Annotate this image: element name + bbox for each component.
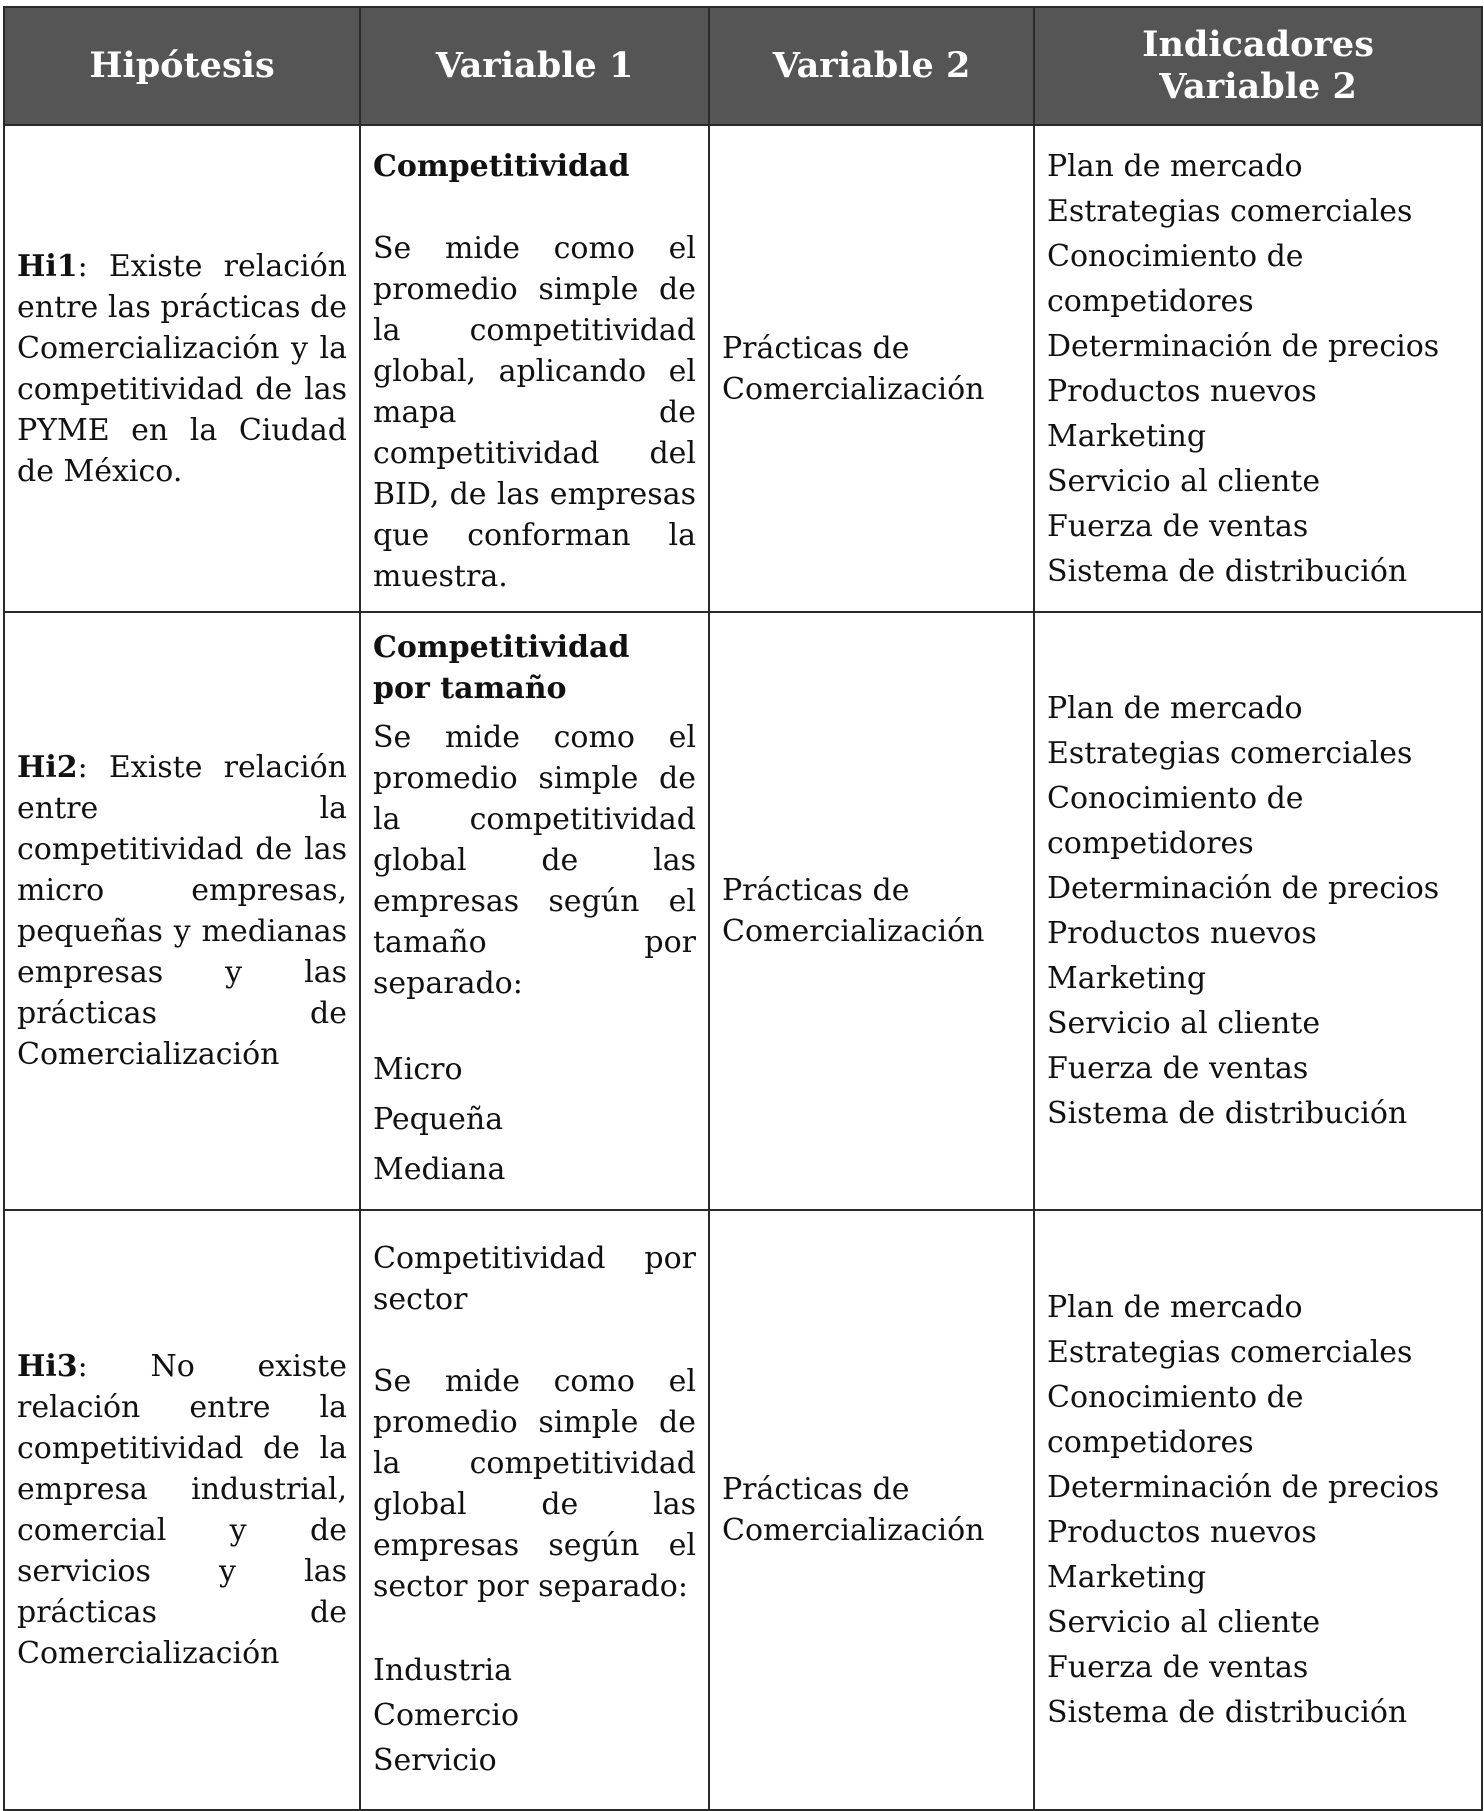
- hypothesis-cell: [4, 612, 360, 1210]
- spacer: [373, 1607, 696, 1648]
- variable1-cell: [360, 125, 709, 612]
- header-row: [4, 7, 1482, 125]
- hypothesis-cell: [4, 1210, 360, 1810]
- table-header: [4, 7, 1482, 125]
- variable1-description: Se mide como el promedio simple de la competitividad global de las empresas según el sector por separado:: [373, 1363, 696, 1604]
- indicator-item: Servicio al cliente: [1047, 463, 1321, 499]
- indicators-cell: [1034, 612, 1482, 1210]
- indicator-item: Determinación de precios: [1047, 871, 1440, 906]
- indicator-item: Sistema de distribución: [1047, 1096, 1408, 1131]
- spacer: [373, 1004, 696, 1045]
- indicator-item: Productos nuevos: [1047, 916, 1317, 951]
- indicator-item: Marketing: [1047, 961, 1207, 996]
- indicators-list: [1047, 686, 1469, 1136]
- variable1-cell: [360, 612, 709, 1210]
- indicator-item: Conocimiento de competidores: [1047, 238, 1304, 319]
- indicator-item: Determinación de precios: [1047, 1470, 1440, 1505]
- variable2-cell: [709, 125, 1034, 612]
- indicator-item: Estrategias comerciales: [1047, 193, 1413, 229]
- header-variable-1: Variable 1: [360, 7, 709, 125]
- variable2-cell: [709, 1210, 1034, 1810]
- indicator-item: Plan de mercado: [1047, 1290, 1303, 1325]
- variable1-items: [373, 1045, 696, 1195]
- variable1-title: Competitividad: [373, 149, 630, 184]
- hypothesis-cell: [4, 125, 360, 612]
- indicator-item: Determinación de precios: [1047, 328, 1440, 364]
- header-indicadores: [1034, 7, 1482, 125]
- table-row: [4, 1210, 1482, 1810]
- indicator-item: Productos nuevos: [1047, 1515, 1317, 1550]
- variable1-item: Mediana: [373, 1152, 506, 1187]
- variable1-description: Se mide como el promedio simple de la competitividad global de las empresas según el tamaño por separado:: [373, 720, 696, 1001]
- hypotheses-table: [3, 6, 1483, 1811]
- indicator-item: Estrategias comerciales: [1047, 1335, 1413, 1370]
- hypothesis-code: Hi3: [17, 1349, 78, 1384]
- indicators-list: [1047, 144, 1469, 594]
- indicator-item: Productos nuevos: [1047, 373, 1317, 409]
- indicator-item: Marketing: [1047, 418, 1207, 454]
- table-row: [4, 125, 1482, 612]
- indicator-item: Conocimiento de competidores: [1047, 1380, 1304, 1460]
- variable2-cell: [709, 612, 1034, 1210]
- spacer: [373, 1320, 696, 1361]
- hypothesis-code: Hi2: [17, 750, 78, 785]
- spacer: [373, 709, 696, 717]
- indicator-item: Fuerza de ventas: [1047, 1051, 1309, 1086]
- hypothesis-code: Hi1: [17, 248, 78, 284]
- header-indicadores-line2: Variable 2: [1159, 66, 1357, 107]
- hypothesis-text: : Existe relación entre la competitividad de las micro empresas, pequeñas y medianas empresas y las prácticas de Comercialización: [17, 750, 347, 1072]
- indicator-item: Estrategias comerciales: [1047, 736, 1413, 771]
- variable1-item: Servicio: [373, 1742, 497, 1778]
- indicator-item: Plan de mercado: [1047, 691, 1303, 726]
- spacer: [373, 187, 696, 228]
- variable2-text: Prácticas de Comercialización: [722, 1472, 985, 1548]
- indicator-item: Marketing: [1047, 1560, 1207, 1595]
- header-hipotesis: Hipótesis: [4, 7, 360, 125]
- indicator-item: Fuerza de ventas: [1047, 508, 1309, 544]
- variable1-item: Micro: [373, 1052, 463, 1087]
- header-indicadores-line1: Indicadores: [1142, 24, 1374, 65]
- variable1-cell: [360, 1210, 709, 1810]
- variable1-title: Competitividad por sector: [373, 1240, 696, 1317]
- indicators-cell: [1034, 125, 1482, 612]
- variable1-description: Se mide como el promedio simple de la competitividad global, aplicando el mapa de competitividad del BID, de las empresas que conforman la muestra.: [373, 231, 696, 594]
- hypothesis-text: : Existe relación entre las prácticas de Comercialización y la competitividad de las PYME en la Ciudad de México.: [17, 248, 347, 489]
- indicator-item: Servicio al cliente: [1047, 1006, 1321, 1041]
- variable1-item: Comercio: [373, 1697, 520, 1733]
- indicator-item: Sistema de distribución: [1047, 553, 1408, 589]
- variable2-text: Prácticas de Comercialización: [722, 873, 985, 949]
- indicator-item: Fuerza de ventas: [1047, 1650, 1309, 1685]
- indicator-item: Servicio al cliente: [1047, 1605, 1321, 1640]
- indicator-item: Plan de mercado: [1047, 148, 1303, 184]
- indicator-item: Conocimiento de competidores: [1047, 781, 1304, 861]
- table-body: [4, 125, 1482, 1810]
- variable1-item: Industria: [373, 1652, 512, 1688]
- variable1-title: Competitividad por tamaño: [373, 630, 630, 706]
- hypothesis-text: : No existe relación entre la competitividad de la empresa industrial, comercial y de servicios y las prácticas de Comercialización: [17, 1349, 347, 1671]
- indicators-list: [1047, 1285, 1469, 1735]
- indicators-cell: [1034, 1210, 1482, 1810]
- indicator-item: Sistema de distribución: [1047, 1695, 1408, 1730]
- table-row: [4, 612, 1482, 1210]
- variable1-items: [373, 1648, 696, 1783]
- variable1-item: Pequeña: [373, 1102, 504, 1137]
- hypotheses-table-wrapper: [3, 6, 1481, 1811]
- variable2-text: Prácticas de Comercialización: [722, 330, 985, 407]
- header-variable-2: Variable 2: [709, 7, 1034, 125]
